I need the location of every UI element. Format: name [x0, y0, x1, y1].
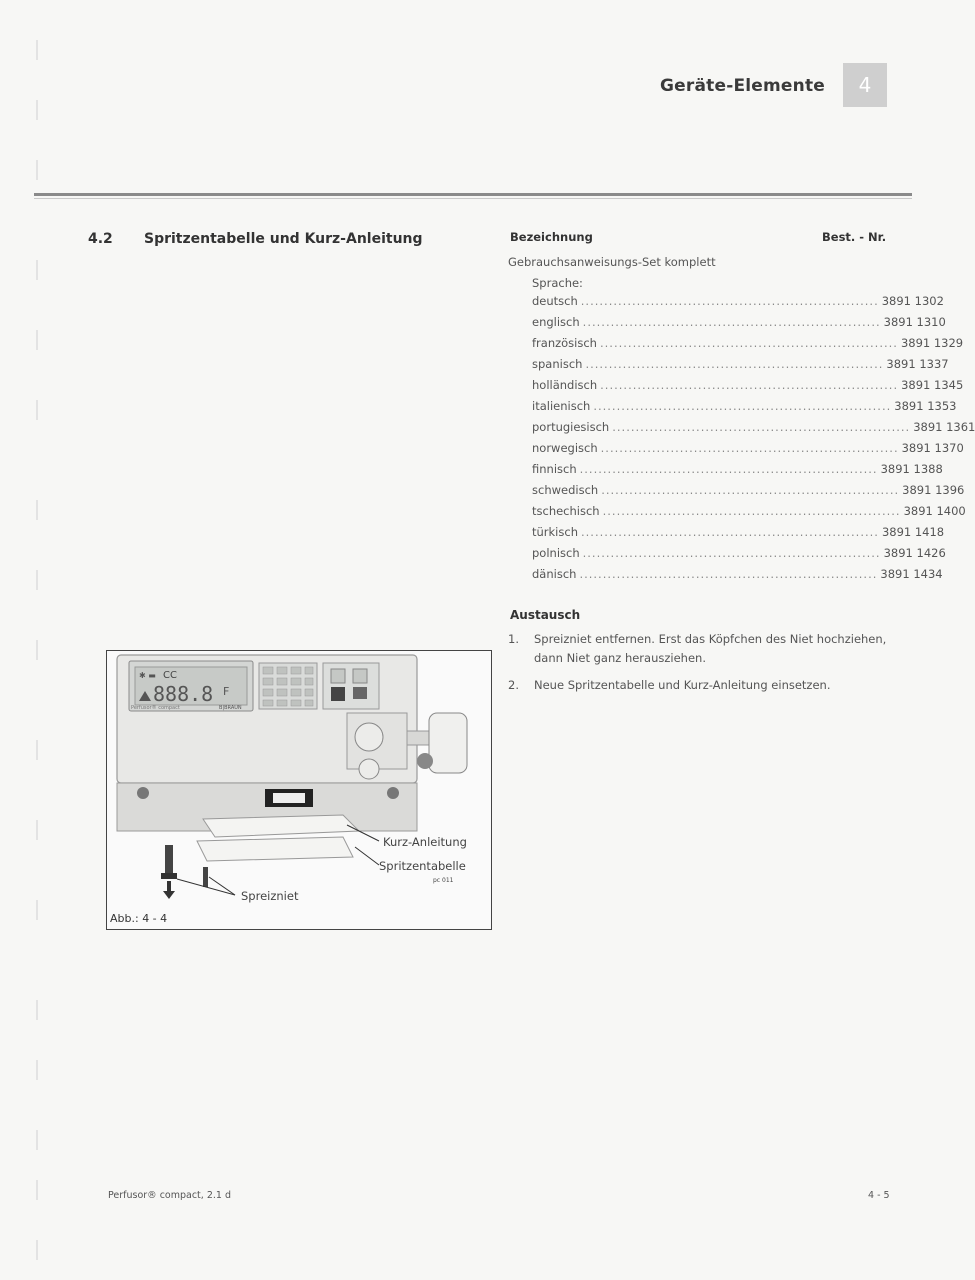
language-order-list — [532, 294, 975, 588]
order-number: 3891 1329 — [900, 336, 964, 350]
list-item: norwegisch ................................................................ 3891 1370 — [532, 441, 964, 455]
step-text: Neue Spritzentabelle und Kurz-Anleitung einsetzen. — [534, 678, 831, 692]
list-item: schwedisch ................................................................ 3891 1396 — [532, 483, 965, 497]
svg-text:F: F — [223, 685, 230, 698]
column-header-bezeichnung: Bezeichnung — [510, 230, 593, 244]
callout-spritzentabelle: Spritzentabelle — [379, 859, 466, 873]
chapter-number-box: 4 — [843, 63, 887, 107]
svg-text:✱ ▬: ✱ ▬ — [139, 671, 156, 680]
callout-spreizniet: Spreizniet — [241, 889, 299, 903]
list-item: italienisch ................................................................ 3891 1353 — [532, 399, 957, 413]
figure-code: pc 011 — [433, 877, 454, 884]
set-name: Gebrauchsanweisungs-Set komplett — [508, 255, 716, 269]
callout-kurz-anleitung: Kurz-Anleitung — [383, 835, 467, 849]
language-name: tschechisch — [532, 504, 600, 518]
svg-text:CC: CC — [163, 670, 177, 681]
svg-text:Perfusor® compact: Perfusor® compact — [131, 705, 180, 711]
section-number: 4.2 — [88, 231, 113, 247]
list-item: holländisch ................................................................ 3891 1345 — [532, 378, 964, 392]
language-name: türkisch — [532, 525, 578, 539]
order-number: 3891 1396 — [902, 483, 965, 497]
order-number: 3891 1361 — [913, 420, 975, 434]
header-rule — [34, 193, 912, 196]
language-name: italienisch — [532, 399, 591, 413]
language-name: deutsch — [532, 294, 578, 308]
order-number: 3891 1302 — [881, 294, 944, 308]
step-item — [508, 630, 898, 668]
list-item: türkisch ................................................................ 3891 1418 — [532, 525, 945, 539]
order-number: 3891 1418 — [881, 525, 945, 539]
language-name: portugiesisch — [532, 420, 610, 434]
section-title: Spritzentabelle und Kurz-Anleitung — [144, 231, 423, 247]
language-name: finnisch — [532, 462, 577, 476]
austausch-steps — [508, 630, 898, 703]
order-number: 3891 1400 — [903, 504, 966, 518]
figure-caption: Abb.: 4 - 4 — [110, 912, 168, 925]
step-number: 2. — [508, 678, 519, 692]
order-number: 3891 1370 — [901, 441, 964, 455]
language-name: polnisch — [532, 546, 580, 560]
language-name: dänisch — [532, 567, 577, 581]
list-item: deutsch ................................................................ 3891 1302 — [532, 294, 944, 308]
language-name: schwedisch — [532, 483, 599, 497]
footer-page-number: 4 - 5 — [868, 1190, 890, 1201]
list-item: dänisch ................................................................ 3891 1434 — [532, 567, 943, 581]
order-number: 3891 1337 — [886, 357, 949, 371]
language-name: holländisch — [532, 378, 598, 392]
device-illustration — [107, 651, 491, 929]
list-item: englisch ................................................................ 3891 1310 — [532, 315, 946, 329]
column-header-best-nr: Best. - Nr. — [822, 230, 887, 244]
step-number: 1. — [508, 632, 519, 646]
list-item: tschechisch ................................................................ 3891 1400 — [532, 504, 966, 518]
language-name: norwegisch — [532, 441, 598, 455]
order-number: 3891 1345 — [901, 378, 964, 392]
svg-text:888.8: 888.8 — [153, 682, 214, 706]
order-number: 3891 1353 — [894, 399, 957, 413]
language-name: spanisch — [532, 357, 583, 371]
figure-perfusor-device — [106, 650, 492, 930]
language-name: englisch — [532, 315, 580, 329]
austausch-heading: Austausch — [510, 608, 581, 622]
language-name: französisch — [532, 336, 597, 350]
list-item: französisch ................................................................ 3891 1329 — [532, 336, 964, 350]
page-header-title: Geräte-Elemente — [660, 76, 826, 96]
list-item: polnisch ................................................................ 3891 1426 — [532, 546, 946, 560]
list-item: spanisch ................................................................ 3891 1337 — [532, 357, 949, 371]
step-item — [508, 676, 898, 695]
binder-hole-marks — [0, 0, 40, 1280]
step-text: Spreizniet entfernen. Erst das Köpfchen des Niet hochziehen, dann Niet ganz herausziehen. — [534, 632, 887, 665]
list-item: portugiesisch ................................................................ 3891 1361 — [532, 420, 975, 434]
order-number: 3891 1388 — [880, 462, 943, 476]
sprache-label: Sprache: — [532, 276, 583, 290]
footer-document-id: Perfusor® compact, 2.1 d — [108, 1190, 231, 1201]
svg-text:B|BRAUN: B|BRAUN — [219, 705, 242, 711]
order-number: 3891 1434 — [880, 567, 943, 581]
order-number: 3891 1426 — [883, 546, 946, 560]
header-rule-thin — [34, 198, 912, 199]
list-item: finnisch ................................................................ 3891 1388 — [532, 462, 943, 476]
order-number: 3891 1310 — [883, 315, 946, 329]
